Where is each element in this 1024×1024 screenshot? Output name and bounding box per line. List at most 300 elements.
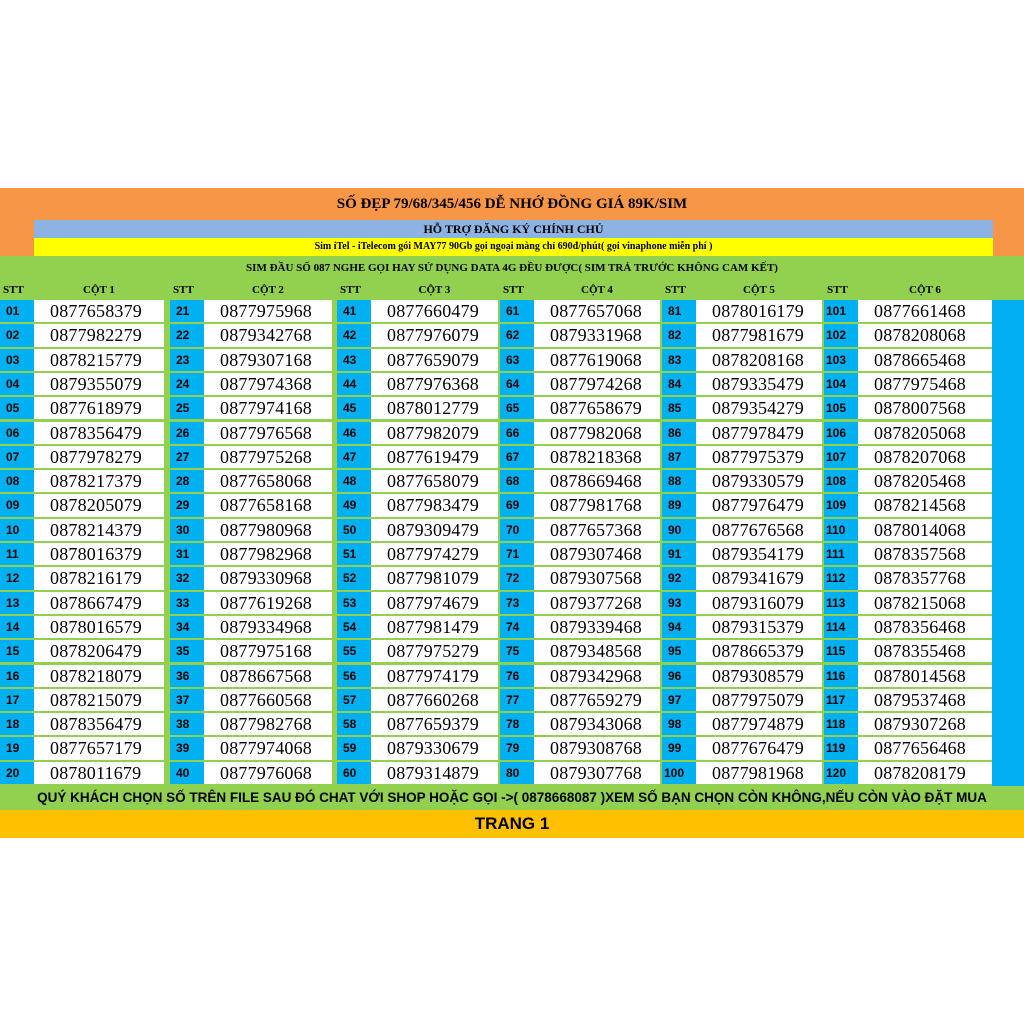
phone-number[interactable]: 0878208068	[858, 324, 992, 346]
row-index: 21	[170, 300, 204, 322]
phone-number[interactable]: 0877974879	[696, 713, 822, 735]
row-index: 25	[170, 397, 204, 419]
phone-number[interactable]: 0877658679	[534, 397, 660, 419]
row-index: 45	[337, 397, 371, 419]
phone-number[interactable]: 0877978279	[34, 446, 164, 468]
list-item[interactable]	[500, 713, 660, 736]
list-item[interactable]	[0, 689, 164, 712]
phone-number[interactable]: 0879334968	[204, 616, 332, 638]
list-item[interactable]	[824, 567, 992, 590]
row-index: 44	[337, 373, 371, 395]
row-index: 19	[0, 737, 34, 759]
list-item[interactable]	[662, 446, 822, 469]
list-item[interactable]	[500, 592, 660, 615]
phone-number[interactable]: 0878215779	[34, 349, 164, 371]
phone-number[interactable]: 0879330579	[696, 470, 822, 492]
phone-number[interactable]: 0877619068	[534, 349, 660, 371]
row-index: 81	[662, 300, 696, 322]
list-item[interactable]	[0, 494, 164, 517]
row-index: 03	[0, 349, 34, 371]
phone-number[interactable]: 0877658079	[371, 470, 498, 492]
phone-number[interactable]: 0879307168	[204, 349, 332, 371]
list-item[interactable]	[500, 422, 660, 445]
list-item[interactable]	[170, 640, 332, 663]
phone-number[interactable]: 0877659279	[534, 689, 660, 711]
phone-number[interactable]: 0879355079	[34, 373, 164, 395]
list-item[interactable]	[170, 373, 332, 396]
row-index: 115	[824, 640, 858, 662]
phone-number[interactable]: 0879354279	[696, 397, 822, 419]
list-item[interactable]	[824, 349, 992, 372]
phone-number[interactable]: 0878206479	[34, 640, 164, 662]
list-item[interactable]	[662, 616, 822, 639]
list-item[interactable]	[170, 567, 332, 590]
list-item[interactable]	[824, 373, 992, 396]
list-item[interactable]	[170, 470, 332, 493]
phone-number[interactable]: 0877656468	[858, 737, 992, 759]
row-index: 93	[662, 592, 696, 614]
column-header: CỘT 6	[858, 280, 992, 300]
list-item[interactable]	[170, 616, 332, 639]
phone-number[interactable]: 0877978479	[696, 422, 822, 444]
phone-number[interactable]: 0878007568	[858, 397, 992, 419]
phone-number[interactable]: 0877976068	[204, 762, 332, 784]
list-item[interactable]	[824, 640, 992, 663]
list-item[interactable]	[170, 494, 332, 517]
phone-number[interactable]: 0879377268	[534, 592, 660, 614]
row-index: 71	[500, 543, 534, 565]
list-item[interactable]	[662, 324, 822, 347]
row-index: 114	[824, 616, 858, 638]
phone-number[interactable]: 0877974368	[204, 373, 332, 395]
list-item[interactable]	[337, 713, 498, 736]
phone-number[interactable]: 0877657179	[34, 737, 164, 759]
list-item[interactable]	[337, 592, 498, 615]
phone-number[interactable]: 0877975279	[371, 640, 498, 662]
phone-number[interactable]: 0877659079	[371, 349, 498, 371]
list-item[interactable]	[337, 470, 498, 493]
row-index: 60	[337, 762, 371, 784]
phone-number[interactable]: 0879309479	[371, 519, 498, 541]
list-item[interactable]	[662, 762, 822, 785]
list-item[interactable]	[824, 446, 992, 469]
phone-number[interactable]: 0879308768	[534, 737, 660, 759]
phone-number[interactable]: 0879348568	[534, 640, 660, 662]
row-index: 18	[0, 713, 34, 735]
price-sheet	[0, 188, 1024, 838]
phone-number[interactable]: 0877982968	[204, 543, 332, 565]
row-index: 01	[0, 300, 34, 322]
phone-number[interactable]: 0877660568	[204, 689, 332, 711]
list-item[interactable]	[662, 470, 822, 493]
row-index: 98	[662, 713, 696, 735]
row-index: 79	[500, 737, 534, 759]
phone-number[interactable]: 0879315379	[696, 616, 822, 638]
list-item[interactable]	[337, 422, 498, 445]
list-item[interactable]	[170, 397, 332, 420]
list-item[interactable]	[824, 737, 992, 760]
row-index: 80	[500, 762, 534, 784]
phone-number[interactable]: 0877676568	[696, 519, 822, 541]
list-item[interactable]	[0, 300, 164, 323]
phone-number[interactable]: 0877983479	[371, 494, 498, 516]
phone-number[interactable]: 0878667479	[34, 592, 164, 614]
phone-number[interactable]: 0879308579	[696, 665, 822, 687]
list-item[interactable]	[0, 592, 164, 615]
row-index: 26	[170, 422, 204, 444]
phone-number[interactable]: 0878357768	[858, 567, 992, 589]
list-item[interactable]	[500, 300, 660, 323]
phone-number[interactable]: 0879314879	[371, 762, 498, 784]
list-item[interactable]	[500, 762, 660, 785]
list-item[interactable]	[662, 543, 822, 566]
phone-number[interactable]: 0877975968	[204, 300, 332, 322]
phone-number[interactable]: 0877618979	[34, 397, 164, 419]
list-item[interactable]	[662, 592, 822, 615]
list-item[interactable]	[0, 470, 164, 493]
row-index: 117	[824, 689, 858, 711]
phone-number[interactable]: 0879316079	[696, 592, 822, 614]
phone-number[interactable]: 0879342968	[534, 665, 660, 687]
row-index: 65	[500, 397, 534, 419]
phone-number[interactable]: 0877676479	[696, 737, 822, 759]
phone-number[interactable]: 0878205068	[858, 422, 992, 444]
phone-number[interactable]: 0877974268	[534, 373, 660, 395]
list-item[interactable]	[0, 422, 164, 445]
phone-number[interactable]: 0878356479	[34, 713, 164, 735]
list-item[interactable]	[500, 567, 660, 590]
list-item[interactable]	[337, 300, 498, 323]
list-item[interactable]	[824, 470, 992, 493]
phone-number[interactable]: 0878214568	[858, 494, 992, 516]
phone-number[interactable]: 0877974279	[371, 543, 498, 565]
list-item[interactable]	[824, 543, 992, 566]
phone-number[interactable]: 0879342768	[204, 324, 332, 346]
phone-number[interactable]: 0877657068	[534, 300, 660, 322]
list-item[interactable]	[337, 665, 498, 688]
list-item[interactable]	[170, 762, 332, 785]
list-item[interactable]	[662, 737, 822, 760]
list-item[interactable]	[824, 300, 992, 323]
row-index: 02	[0, 324, 34, 346]
phone-number[interactable]: 0878014068	[858, 519, 992, 541]
row-index: 16	[0, 665, 34, 687]
phone-number[interactable]: 0878216179	[34, 567, 164, 589]
list-item[interactable]	[337, 324, 498, 347]
row-index: 50	[337, 519, 371, 541]
row-index: 40	[170, 762, 204, 784]
column-5	[662, 280, 822, 786]
row-index: 05	[0, 397, 34, 419]
phone-number[interactable]: 0877981768	[534, 494, 660, 516]
list-item[interactable]	[824, 519, 992, 542]
phone-number[interactable]: 0878356468	[858, 616, 992, 638]
list-item[interactable]	[0, 616, 164, 639]
list-item[interactable]	[0, 349, 164, 372]
phone-number[interactable]: 0877661468	[858, 300, 992, 322]
phone-number[interactable]: 0878665468	[858, 349, 992, 371]
list-item[interactable]	[0, 543, 164, 566]
list-item[interactable]	[337, 689, 498, 712]
row-index: 04	[0, 373, 34, 395]
list-item[interactable]	[662, 397, 822, 420]
list-item[interactable]	[500, 324, 660, 347]
list-item[interactable]	[337, 519, 498, 542]
row-index: 17	[0, 689, 34, 711]
row-index: 30	[170, 519, 204, 541]
list-item[interactable]	[824, 324, 992, 347]
phone-number[interactable]: 0877619268	[204, 592, 332, 614]
list-item[interactable]	[662, 665, 822, 688]
list-item[interactable]	[0, 373, 164, 396]
phone-number[interactable]: 0878208168	[696, 349, 822, 371]
phone-number[interactable]: 0877974068	[204, 737, 332, 759]
list-item[interactable]	[170, 349, 332, 372]
list-item[interactable]	[170, 592, 332, 615]
list-item[interactable]	[500, 640, 660, 663]
list-item[interactable]	[0, 762, 164, 785]
phone-number[interactable]: 0879331968	[534, 324, 660, 346]
phone-number[interactable]: 0879537468	[858, 689, 992, 711]
phone-number[interactable]: 0878357568	[858, 543, 992, 565]
phone-number[interactable]: 0878014568	[858, 665, 992, 687]
phone-number[interactable]: 0878217379	[34, 470, 164, 492]
list-item[interactable]	[824, 592, 992, 615]
row-index: 49	[337, 494, 371, 516]
phone-number[interactable]: 0877975268	[204, 446, 332, 468]
list-item[interactable]	[170, 446, 332, 469]
list-item[interactable]	[662, 349, 822, 372]
list-item[interactable]	[337, 543, 498, 566]
row-index: 10	[0, 519, 34, 541]
column-header: CỘT 4	[534, 280, 660, 300]
row-index: 52	[337, 567, 371, 589]
row-index: 20	[0, 762, 34, 784]
list-item[interactable]	[662, 519, 822, 542]
column-header: CỘT 5	[696, 280, 822, 300]
phone-number[interactable]: 0877982279	[34, 324, 164, 346]
phone-number[interactable]: 0878665379	[696, 640, 822, 662]
list-item[interactable]	[500, 519, 660, 542]
phone-number[interactable]: 0877658068	[204, 470, 332, 492]
list-item[interactable]	[662, 567, 822, 590]
phone-number[interactable]: 0879339468	[534, 616, 660, 638]
phone-number[interactable]: 0877976368	[371, 373, 498, 395]
list-item[interactable]	[337, 616, 498, 639]
phone-number[interactable]: 0877657368	[534, 519, 660, 541]
phone-number[interactable]: 0877658168	[204, 494, 332, 516]
row-index: 43	[337, 349, 371, 371]
list-item[interactable]	[170, 324, 332, 347]
stt-header: STT	[0, 280, 34, 300]
list-item[interactable]	[337, 737, 498, 760]
list-item[interactable]	[500, 470, 660, 493]
list-item[interactable]	[0, 665, 164, 688]
phone-number[interactable]: 0877982068	[534, 422, 660, 444]
phone-number[interactable]: 0877975468	[858, 373, 992, 395]
list-item[interactable]	[824, 762, 992, 785]
phone-number[interactable]: 0879307468	[534, 543, 660, 565]
phone-number[interactable]: 0878011679	[34, 762, 164, 784]
phone-number[interactable]: 0879307268	[858, 713, 992, 735]
list-item[interactable]	[662, 713, 822, 736]
list-item[interactable]	[500, 689, 660, 712]
row-index: 55	[337, 640, 371, 662]
list-item[interactable]	[824, 665, 992, 688]
row-index: 59	[337, 737, 371, 759]
list-item[interactable]	[500, 446, 660, 469]
list-item[interactable]	[337, 349, 498, 372]
list-item[interactable]	[170, 519, 332, 542]
phone-number[interactable]: 0878215079	[34, 689, 164, 711]
phone-number[interactable]: 0879341679	[696, 567, 822, 589]
phone-number[interactable]: 0877980968	[204, 519, 332, 541]
row-index: 57	[337, 689, 371, 711]
row-index: 35	[170, 640, 204, 662]
phone-number[interactable]: 0878218079	[34, 665, 164, 687]
phone-number[interactable]: 0878355468	[858, 640, 992, 662]
list-item[interactable]	[170, 737, 332, 760]
list-item[interactable]	[500, 665, 660, 688]
list-item[interactable]	[824, 422, 992, 445]
phone-number[interactable]: 0877975079	[696, 689, 822, 711]
list-item[interactable]	[500, 543, 660, 566]
phone-number[interactable]: 0877981968	[696, 762, 822, 784]
row-index: 64	[500, 373, 534, 395]
number-grid	[0, 280, 1024, 786]
list-item[interactable]	[662, 689, 822, 712]
list-item[interactable]	[337, 494, 498, 517]
list-item[interactable]	[0, 446, 164, 469]
phone-number[interactable]: 0877660268	[371, 689, 498, 711]
list-item[interactable]	[337, 567, 498, 590]
phone-number[interactable]: 0879343068	[534, 713, 660, 735]
phone-number[interactable]: 0877976568	[204, 422, 332, 444]
list-item[interactable]	[0, 324, 164, 347]
stt-header: STT	[170, 280, 204, 300]
phone-number[interactable]: 0879354179	[696, 543, 822, 565]
row-index: 77	[500, 689, 534, 711]
list-item[interactable]	[170, 422, 332, 445]
list-item[interactable]	[500, 494, 660, 517]
phone-number[interactable]: 0878214379	[34, 519, 164, 541]
list-item[interactable]	[0, 640, 164, 663]
list-item[interactable]	[824, 494, 992, 517]
row-index: 24	[170, 373, 204, 395]
list-item[interactable]	[337, 373, 498, 396]
phone-number[interactable]: 0877976079	[371, 324, 498, 346]
phone-number[interactable]: 0877975168	[204, 640, 332, 662]
list-item[interactable]	[337, 640, 498, 663]
phone-number[interactable]: 0878012779	[371, 397, 498, 419]
phone-number[interactable]: 0878205468	[858, 470, 992, 492]
phone-number[interactable]: 0878669468	[534, 470, 660, 492]
list-item[interactable]	[500, 737, 660, 760]
phone-number[interactable]: 0878205079	[34, 494, 164, 516]
phone-number[interactable]: 0877981479	[371, 616, 498, 638]
stt-header: STT	[500, 280, 534, 300]
list-item[interactable]	[337, 762, 498, 785]
phone-number[interactable]: 0877982768	[204, 713, 332, 735]
row-index: 11	[0, 543, 34, 565]
list-item[interactable]	[500, 397, 660, 420]
phone-number[interactable]: 0878208179	[858, 762, 992, 784]
phone-number[interactable]: 0878218368	[534, 446, 660, 468]
list-item[interactable]	[500, 373, 660, 396]
row-index: 13	[0, 592, 34, 614]
list-item[interactable]	[0, 519, 164, 542]
column-1	[0, 280, 164, 786]
phone-number[interactable]: 0877974679	[371, 592, 498, 614]
sheet-title: SỐ ĐẸP 79/68/345/456 DỄ NHỚ ĐỒNG GIÁ 89K/SIM	[0, 188, 1024, 218]
phone-number[interactable]: 0878215068	[858, 592, 992, 614]
phone-number[interactable]: 0879307768	[534, 762, 660, 784]
list-item[interactable]	[0, 567, 164, 590]
phone-number[interactable]: 0878207068	[858, 446, 992, 468]
list-item[interactable]	[0, 737, 164, 760]
list-item[interactable]	[662, 640, 822, 663]
list-item[interactable]	[662, 494, 822, 517]
row-index: 08	[0, 470, 34, 492]
list-item[interactable]	[170, 300, 332, 323]
phone-number[interactable]: 0878356479	[34, 422, 164, 444]
phone-number[interactable]: 0877981079	[371, 567, 498, 589]
list-item[interactable]	[662, 300, 822, 323]
row-index: 87	[662, 446, 696, 468]
phone-number[interactable]: 0879330679	[371, 737, 498, 759]
list-item[interactable]	[824, 689, 992, 712]
phone-number[interactable]: 0877659379	[371, 713, 498, 735]
phone-number[interactable]: 0877976479	[696, 494, 822, 516]
row-index: 113	[824, 592, 858, 614]
list-item[interactable]	[662, 373, 822, 396]
phone-number[interactable]: 0877974179	[371, 665, 498, 687]
row-index: 38	[170, 713, 204, 735]
row-index: 106	[824, 422, 858, 444]
phone-number[interactable]: 0879330968	[204, 567, 332, 589]
list-item[interactable]	[337, 397, 498, 420]
list-item[interactable]	[337, 446, 498, 469]
phone-number[interactable]: 0879307568	[534, 567, 660, 589]
list-item[interactable]	[824, 713, 992, 736]
list-item[interactable]	[170, 665, 332, 688]
list-item[interactable]	[0, 397, 164, 420]
phone-number[interactable]: 0877982079	[371, 422, 498, 444]
phone-number[interactable]: 0877619479	[371, 446, 498, 468]
phone-number[interactable]: 0878667568	[204, 665, 332, 687]
list-item[interactable]	[170, 689, 332, 712]
phone-number[interactable]: 0877974168	[204, 397, 332, 419]
list-item[interactable]	[662, 422, 822, 445]
phone-number[interactable]: 0877660479	[371, 300, 498, 322]
phone-number[interactable]: 0878016179	[696, 300, 822, 322]
phone-number[interactable]: 0879335479	[696, 373, 822, 395]
list-item[interactable]	[170, 713, 332, 736]
stt-header: STT	[824, 280, 858, 300]
row-index: 62	[500, 324, 534, 346]
list-item[interactable]	[824, 397, 992, 420]
phone-number[interactable]: 0877658379	[34, 300, 164, 322]
list-item[interactable]	[170, 543, 332, 566]
phone-number[interactable]: 0877981679	[696, 324, 822, 346]
phone-number[interactable]: 0878016579	[34, 616, 164, 638]
list-item[interactable]	[824, 616, 992, 639]
list-item[interactable]	[500, 349, 660, 372]
phone-number[interactable]: 0877975379	[696, 446, 822, 468]
phone-number[interactable]: 0878016379	[34, 543, 164, 565]
list-item[interactable]	[0, 713, 164, 736]
list-item[interactable]	[500, 616, 660, 639]
